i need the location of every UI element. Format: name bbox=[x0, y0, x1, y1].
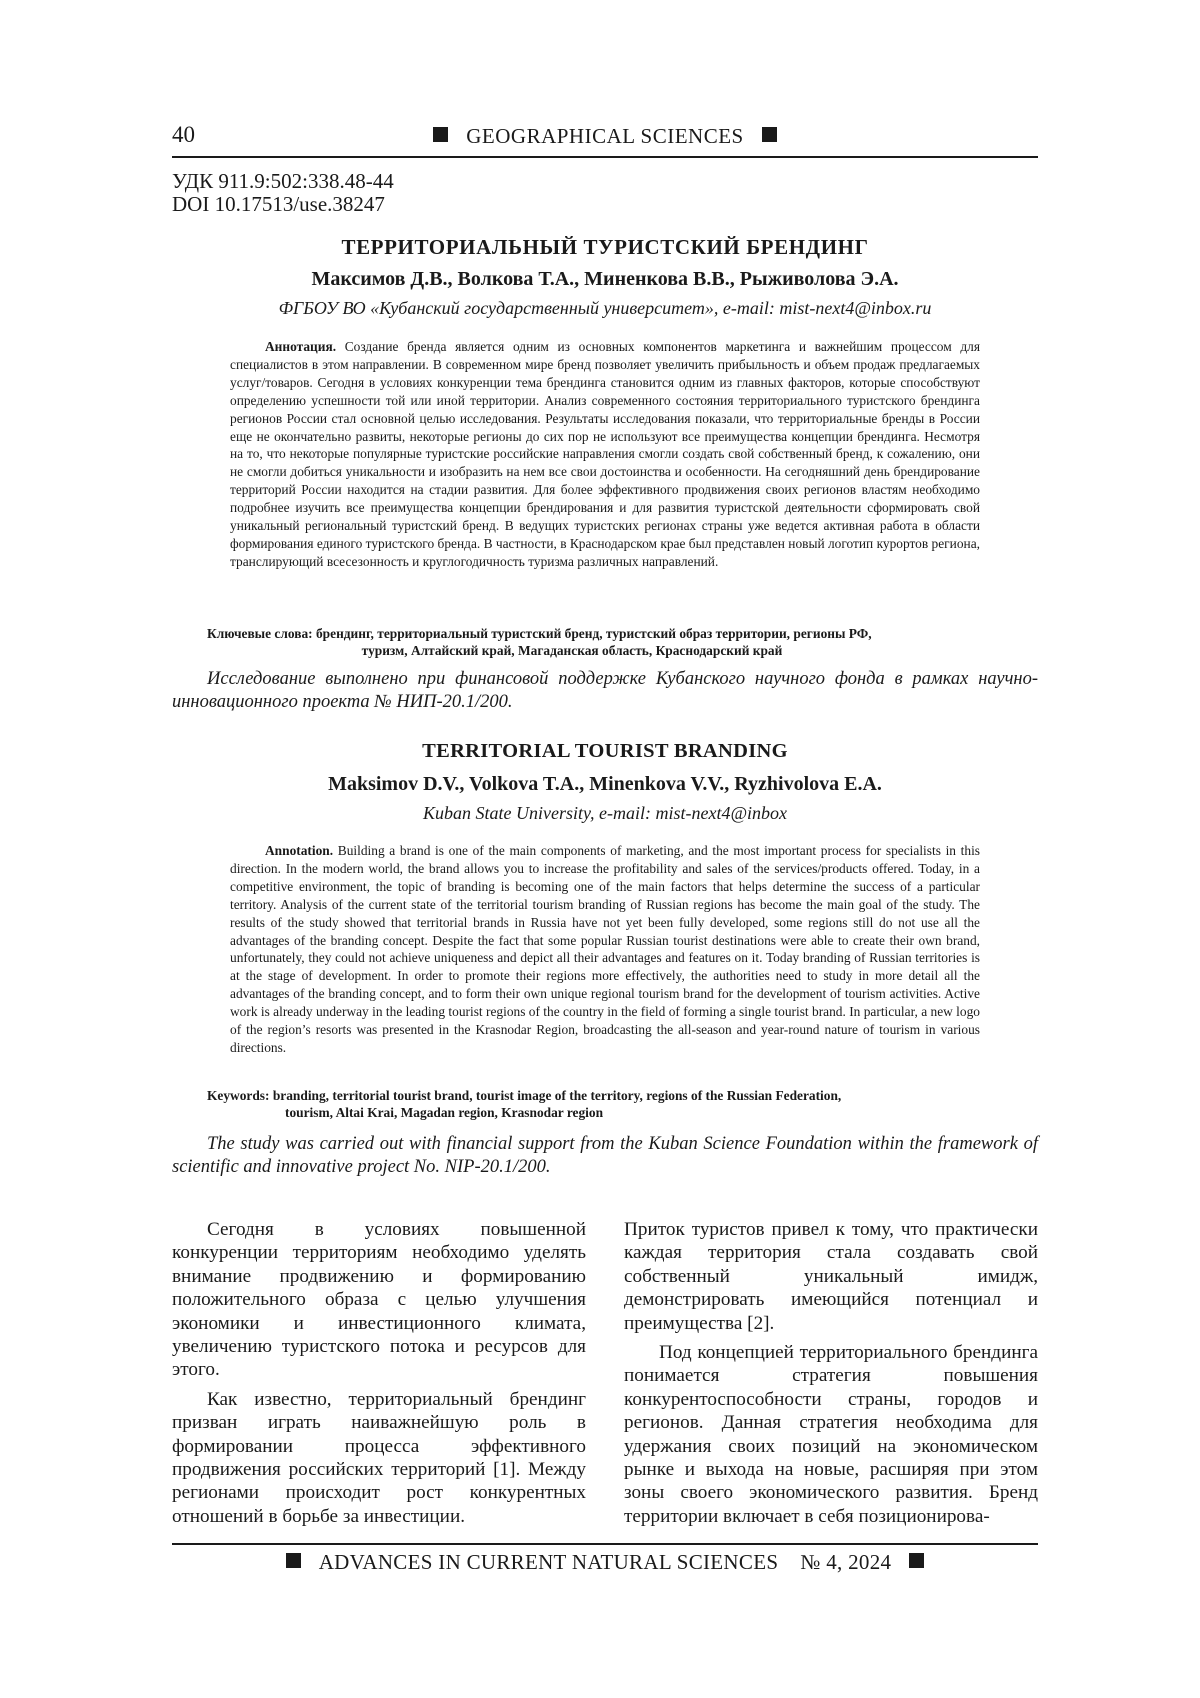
article-title-ru: ТЕРРИТОРИАЛЬНЫЙ ТУРИСТСКИЙ БРЕНДИНГ bbox=[341, 235, 869, 259]
abstract-label-ru: Аннотация. bbox=[265, 339, 337, 354]
affiliation-en: Kuban State University, e-mail: mist-next4@inbox bbox=[423, 803, 787, 823]
page-footer bbox=[172, 1550, 1038, 1575]
header-divider bbox=[172, 156, 1038, 158]
section-title: GEOGRAPHICAL SCIENCES bbox=[466, 124, 744, 148]
square-bullet-icon bbox=[762, 127, 777, 142]
article-body bbox=[172, 1218, 1038, 1534]
keywords-label-en: Keywords: bbox=[207, 1088, 270, 1103]
abstract-text-ru: Создание бренда является одним из основных компонентов маркетинга и важнейшим процессом для специалистов в этом направлении. В современном мире бренд позволяет увеличить прибыльность и объем продаж предлагаемых услуг/товаров. Сегодня в условиях конкуренции тема брендинга становится одним из главных факторов, которые способствуют определению успешности той или иной территории. Анализ современного состояния территориального туристского брендинга регионов России стал основной целью исследования. Результаты исследования показали, что территориальные бренды в России еще не окончательно развиты, некоторые регионы до сих пор не используют все преимущества концепции брендинга. Несмотря на то, что некоторые популярные туристские российские направления смогли создать свой собственный бренд, к сожалению, они не смогли добиться уникальности и изобразить на нем все свои достоинства и особенности. На сегодняшний день брендирование территорий России находится на стадии развития. Для более эффективного продвижения своих регионов властям необходимо подробнее изучить все преимущества концепции брендирования и для развития туристской деятельности сформировать свой уникальный региональный туристский бренд. В ведущих туристских регионах страны уже ведется активная работа в области формирования единого туристского бренда. В частности, в Краснодарском крае был представлен новый логотип курортов региона, транслирующий всесезонность и круглогодичность туризма различных направлений. bbox=[230, 339, 980, 569]
abstract-text-en: Building a brand is one of the main components of marketing, and the most important process for specialists in this direction. In the modern world, the brand allows you to increase the profitability and sales of the services/products offered. Today, in a competitive environment, the topic of branding is becoming one of the main factors that helps determine the success of a particular territory. Analysis of the current state of the territorial tourism branding of Russian regions has become the main goal of the study. The results of the study showed that territorial brands in Russia have not yet been fully developed, some regions still do not use all the advantages of the branding concept. Despite the fact that some popular Russian tourist destinations were able to create their own brand, unfortunately, they could not achieve uniqueness and depict all their advantages and features on it. Today branding of Russian territories is at the stage of development. In order to promote their regions more effectively, the authorities need to study in more detail all the advantages of the branding concept, and to form their own unique regional tourism brand for the development of tourism activities. Active work is already underway in the leading tourist regions of the country in the field of forming a single tourist brand. In particular, a new logo of the region’s resorts was presented in the Krasnodar Region, broadcasting the all-season and year-round nature of tourism in various directions. bbox=[230, 843, 981, 1055]
keywords-en bbox=[207, 1087, 997, 1121]
square-bullet-icon bbox=[433, 127, 448, 142]
keywords-line1-ru: брендинг, территориальный туристский бренд, туристский образ территории, регионы РФ, bbox=[315, 626, 872, 641]
funding-note-en: The study was carried out with financial support from the Kuban Science Foundation within the framework of scientific and innovative project No. NIP-20.1/200. bbox=[172, 1134, 1038, 1177]
udc-code: УДК 911.9:502:338.48-44 bbox=[172, 169, 394, 193]
body-paragraph: Приток туристов привел к тому, что практически каждая территория стала создавать свой собственный уникальный имидж, демонстрировать имеющийся потенциал и преимущества [2]. bbox=[624, 1219, 1038, 1334]
keywords-line2-en: tourism, Altai Krai, Magadan region, Krasnodar region bbox=[285, 1105, 604, 1120]
abstract-en bbox=[230, 842, 980, 1057]
footer-divider bbox=[172, 1543, 1038, 1545]
square-bullet-icon bbox=[909, 1553, 924, 1568]
authors-ru: Максимов Д.В., Волкова Т.А., Миненкова В.В., Рыживолова Э.А. bbox=[311, 268, 899, 290]
affiliation-ru: ФГБОУ ВО «Кубанский государственный университет», e-mail: mist-next4@inbox.ru bbox=[278, 298, 932, 318]
keywords-label-ru: Ключевые слова: bbox=[207, 626, 313, 641]
body-paragraph: Как известно, территориальный брендинг призван играть наиважнейшую роль в формировании процесса эффективного продвижения российских территорий [1]. Между регионами происходит рост конкурентных отношений в борьбе за инвестиции. bbox=[172, 1388, 586, 1527]
body-column-left bbox=[172, 1218, 586, 1528]
body-paragraph: Под концепцией территориального брендинга понимается стратегия повышения конкурентоспособности страны, городов и регионов. Данная стратегия необходима для удержания своих позиций на экономическом рынке и выхода на новые, расширяя при этом зоны своего экономического развития. Бренд территории включает в себя позиционирова- bbox=[624, 1342, 1038, 1527]
section-heading bbox=[172, 124, 1038, 149]
body-paragraph: Сегодня в условиях повышенной конкуренции территориям необходимо уделять внимание продвижению и формированию положительного образа с целью улучшения экономики и инвестиционного климата, увеличению туристского потока и ресурсов для этого. bbox=[172, 1219, 586, 1381]
page-header bbox=[172, 118, 1038, 156]
issue-number: № 4, 2024 bbox=[800, 1550, 892, 1574]
keywords-ru bbox=[207, 625, 997, 659]
article-title-en: TERRITORIAL TOURIST BRANDING bbox=[422, 740, 788, 762]
journal-name: ADVANCES IN CURRENT NATURAL SCIENCES bbox=[318, 1550, 779, 1574]
body-column-right bbox=[624, 1218, 1038, 1528]
authors-en: Maksimov D.V., Volkova T.A., Minenkova V.V., Ryzhivolova E.A. bbox=[328, 773, 882, 795]
keywords-line2-ru: туризм, Алтайский край, Магаданская область, Краснодарский край bbox=[361, 643, 783, 658]
keywords-line1-en: branding, territorial tourist brand, tourist image of the territory, regions of the Russian Federation, bbox=[272, 1088, 842, 1103]
page-number: 40 bbox=[172, 122, 195, 147]
square-bullet-icon bbox=[286, 1553, 301, 1568]
doi-link[interactable]: DOI 10.17513/use.38247 bbox=[172, 192, 385, 216]
article-identifiers bbox=[172, 170, 394, 216]
funding-note-ru: Исследование выполнено при финансовой поддержке Кубанского научного фонда в рамках научно-инновационного проекта № НИП-20.1/200. bbox=[172, 669, 1038, 712]
abstract-label-en: Annotation. bbox=[265, 843, 334, 858]
abstract-ru bbox=[230, 338, 980, 571]
